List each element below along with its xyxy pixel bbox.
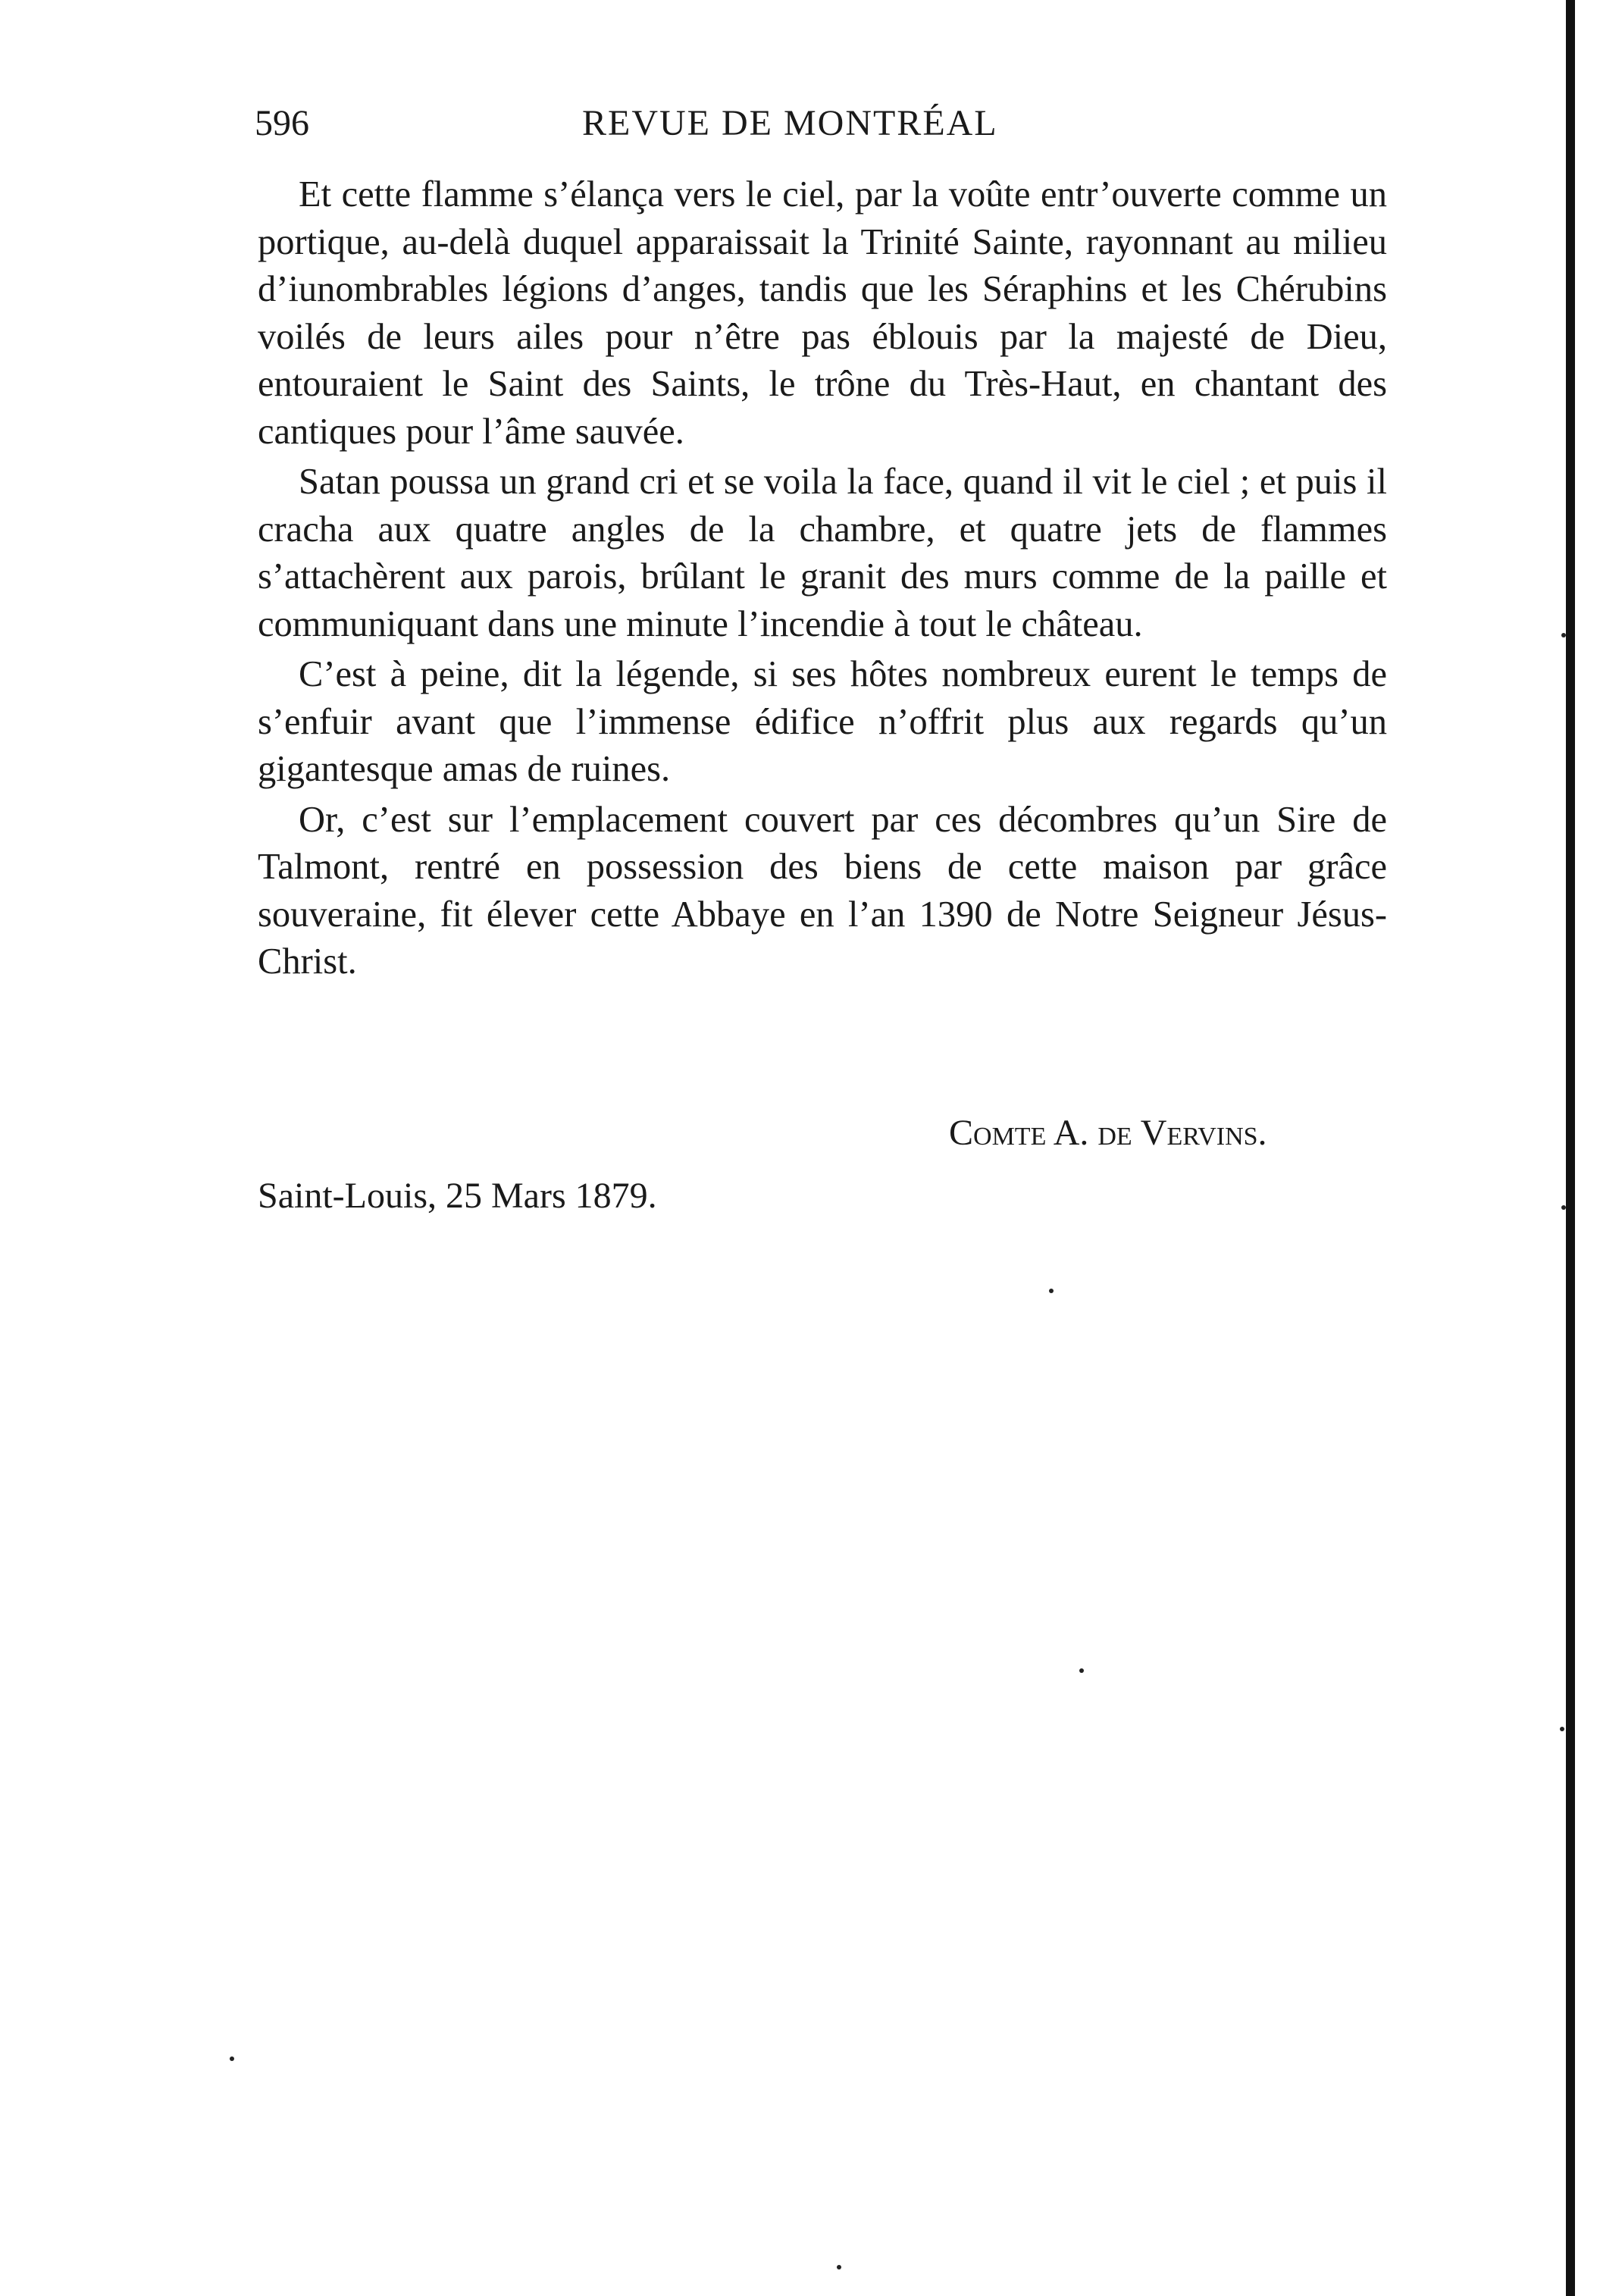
body-text: [258, 171, 1387, 989]
scan-speck: [1561, 633, 1566, 637]
paragraph: Satan poussa un grand cri et se voila la face, quand il vit le ciel ; et puis il cracha aux quatre angles de la chambre, et quatre jets de flammes s’attachèrent aux parois, brûlant le granit des murs comme de la paille et communiquant dans une minute l’incendie à tout le château.: [258, 462, 1387, 644]
paragraph: Or, c’est sur l’emplacement couvert par ces décombres qu’un Sire de Talmont, rentré en possession des biens de cette maison par grâce souveraine, fit élever cette Abbaye en l’an 1390 de Notre Seigneur Jésus-Christ.: [258, 799, 1387, 982]
scan-speck: [837, 2265, 841, 2269]
scan-binding-edge: [1566, 0, 1575, 2296]
scan-speck: [1079, 1668, 1084, 1673]
page-number: 596: [255, 103, 309, 143]
dateline: Saint-Louis, 25 Mars 1879.: [258, 1176, 657, 1216]
journal-title: REVUE DE MONTRÉAL: [582, 103, 998, 143]
paragraph: C’est à peine, dit la légende, si ses hôtes nombreux eurent le temps de s’enfuir avant que l’immense édifice n’offrit plus aux regards qu’un gigantesque amas de ruines.: [258, 654, 1387, 789]
scan-speck: [1049, 1289, 1054, 1293]
scan-speck: [1561, 1205, 1566, 1210]
paragraph: Et cette flamme s’élança vers le ciel, par la voûte entr’ouverte comme un portique, au-delà duquel apparaissait la Trinité Sainte, rayonnant au milieu d’iunombrables légions d’anges, tandis que les Séraphins et les Chérubins voilés de leurs ailes pour n’être pas éblouis par la majesté de Dieu, entouraient le Saint des Saints, le trône du Très-Haut, en chantant des cantiques pour l’âme sauvée.: [258, 174, 1387, 452]
scan-speck: [230, 2056, 234, 2061]
author-signature: Comte A. de Vervins.: [949, 1113, 1267, 1153]
scan-speck: [1560, 1727, 1564, 1731]
running-head: [255, 97, 1392, 150]
